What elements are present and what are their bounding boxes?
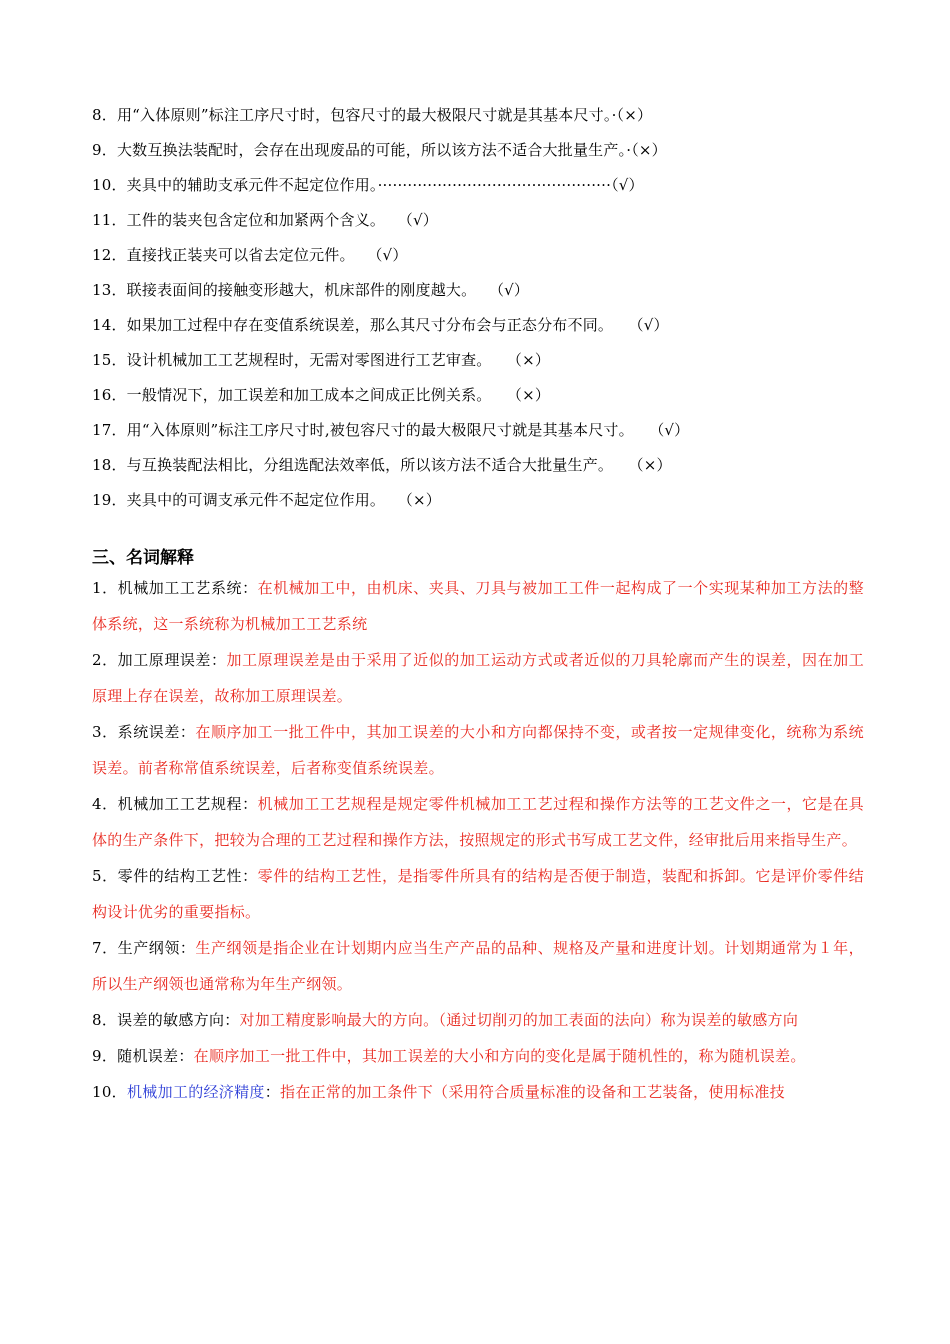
term-definition: 在机械加工中，由机床、夹具、刀具与被加工工件一起构成了一个实现某种加工方法的整体系统，这一系统称为机械加工工艺系统	[92, 579, 864, 633]
true-false-list	[92, 102, 872, 522]
term-definition: 零件的结构工艺性，是指零件所具有的结构是否便于制造，装配和拆卸。它是评价零件结构设计优劣的重要指标。	[92, 867, 864, 921]
term-label: 2．加工原理误差：	[92, 651, 227, 669]
term-label-highlighted: 机械加工的经济精度	[127, 1083, 265, 1101]
term-definition: 在顺序加工一批工件中，其加工误差的大小和方向的变化是属于随机性的，称为随机误差。	[193, 1047, 806, 1065]
tf-item-14: 14．如果加工过程中存在变值系统误差，那么其尺寸分布会与正态分布不同。 （√）	[92, 316, 669, 334]
tf-item-11: 11．工件的装夹包含定位和加紧两个含义。 （√）	[92, 211, 438, 229]
term-definition: 对加工精度影响最大的方向。（通过切削刃的加工表面的法向）称为误差的敏感方向	[239, 1011, 799, 1029]
term-label: 3．系统误差：	[92, 723, 196, 741]
section-title: 三、名词解释	[92, 548, 194, 568]
tf-item-17: 17．用“入体原则”标注工序尺寸时,被包容尺寸的最大极限尺寸就是其基本尺寸。 （√）	[92, 421, 690, 439]
term-label: 5．零件的结构工艺性：	[92, 867, 258, 885]
term-label: 8．误差的敏感方向：	[92, 1011, 240, 1029]
term-3	[92, 714, 864, 786]
term-definitions	[92, 570, 864, 1110]
tf-item-13: 13．联接表面间的接触变形越大，机床部件的刚度越大。 （√）	[92, 281, 530, 299]
tf-item-15: 15．设计机械加工工艺规程时，无需对零图进行工艺审查。 （×）	[92, 351, 551, 369]
tf-item-10: 10．夹具中的辅助支承元件不起定位作用。···············································（√）	[92, 176, 644, 194]
term-label: 7．生产纲领：	[92, 939, 196, 957]
tf-item-19: 19．夹具中的可调支承元件不起定位作用。 （×）	[92, 491, 441, 509]
term-label: 1．机械加工工艺系统：	[92, 579, 258, 597]
term-4	[92, 786, 864, 858]
term-2	[92, 642, 864, 714]
tf-item-16: 16．一般情况下，加工误差和加工成本之间成正比例关系。 （×）	[92, 386, 551, 404]
term-definition: 生产纲领是指企业在计划期内应当生产产品的品种、规格及产量和进度计划。计划期通常为１年，所以生产纲领也通常称为年生产纲领。	[92, 939, 864, 993]
term-5	[92, 858, 864, 930]
term-definition: 指在正常的加工条件下（采用符合质量标准的设备和工艺装备，使用标准技	[280, 1083, 785, 1101]
tf-item-18: 18．与互换装配法相比，分组选配法效率低，所以该方法不适合大批量生产。 （×）	[92, 456, 672, 474]
term-number: 10．	[92, 1083, 127, 1101]
tf-item-12: 12．直接找正装夹可以省去定位元件。 （√）	[92, 246, 408, 264]
term-9	[92, 1038, 864, 1074]
term-definition: 在顺序加工一批工件中，其加工误差的大小和方向都保持不变，或者按一定规律变化，统称为系统误差。前者称常值系统误差，后者称变值系统误差。	[92, 723, 864, 777]
term-8	[92, 1002, 864, 1038]
term-colon: ：	[264, 1083, 281, 1101]
tf-item-9: 9．大数互换法装配时，会存在出现废品的可能，所以该方法不适合大批量生产。·（×）	[92, 141, 667, 159]
term-label: 9．随机误差：	[92, 1047, 194, 1065]
term-label: 4．机械加工工艺规程：	[92, 795, 258, 813]
term-definition: 加工原理误差是由于采用了近似的加工运动方式或者近似的刀具轮廓而产生的误差，因在加工原理上存在误差，故称加工原理误差。	[92, 651, 864, 705]
tf-item-8: 8．用“入体原则”标注工序尺寸时，包容尺寸的最大极限尺寸就是其基本尺寸。·（×）	[92, 106, 653, 124]
term-7	[92, 930, 864, 1002]
term-10	[92, 1074, 864, 1110]
term-1	[92, 570, 864, 642]
term-definition: 机械加工工艺规程是规定零件机械加工工艺过程和操作方法等的工艺文件之一，它是在具体的生产条件下，把较为合理的工艺过程和操作方法，按照规定的形式书写成工艺文件，经审批后用来指导生产。	[92, 795, 864, 849]
